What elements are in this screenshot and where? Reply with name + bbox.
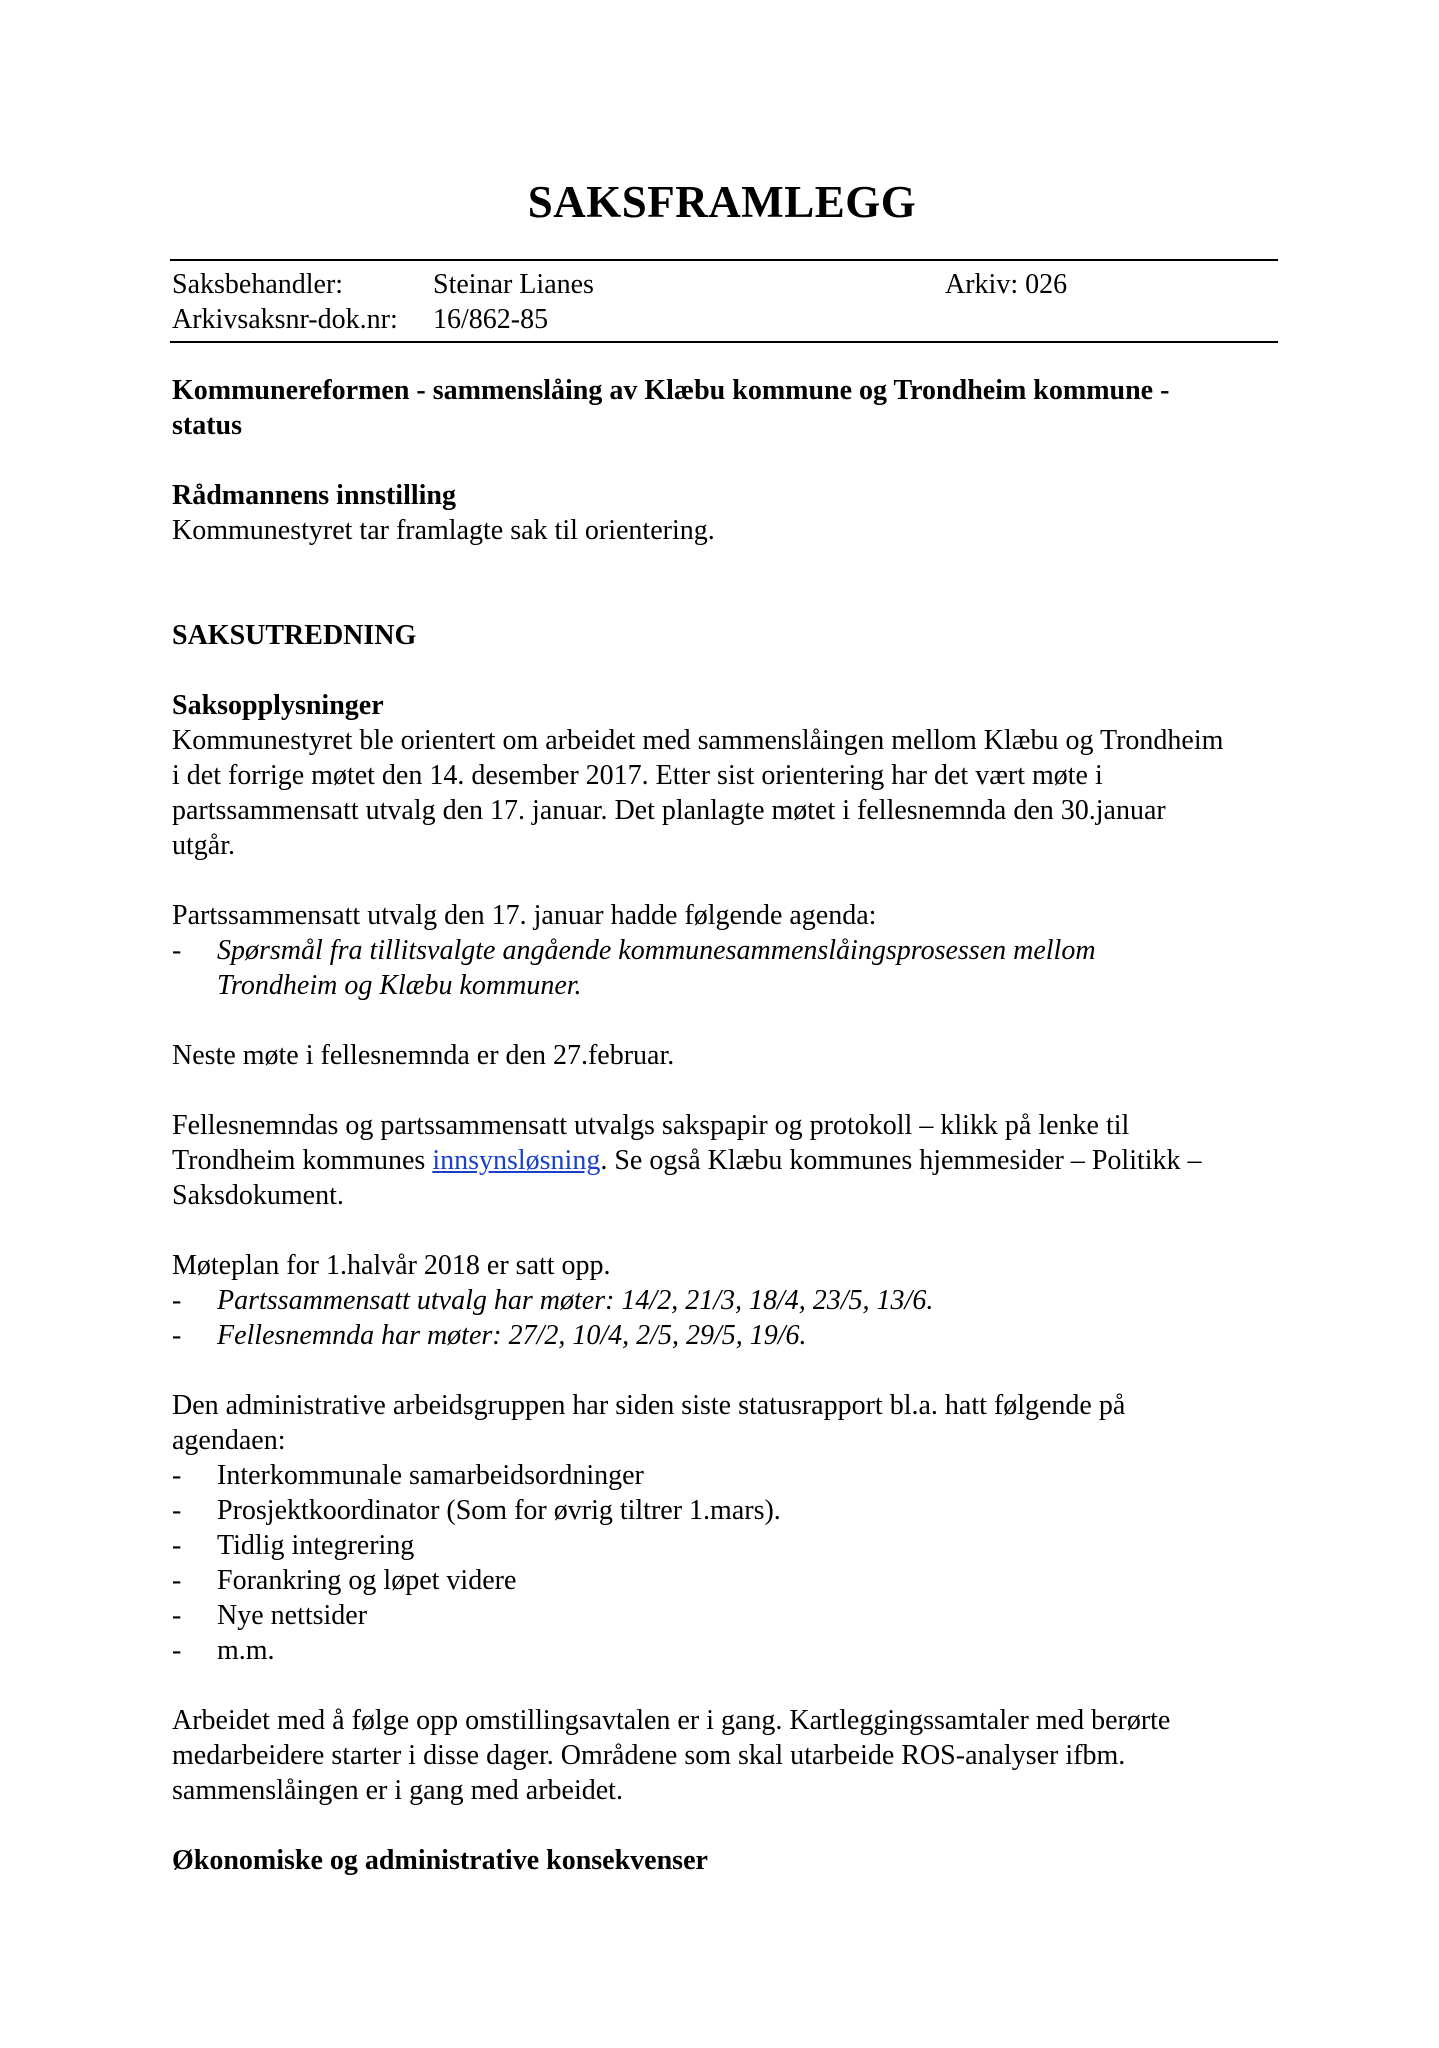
list-item xyxy=(172,1598,1272,1633)
list-item xyxy=(172,1633,1272,1668)
dash-bullet: - xyxy=(172,935,182,966)
list-item xyxy=(172,933,1272,1003)
omstilling-line: medarbeidere starter i disse dager. Områdene som skal utarbeide ROS-analyser ifbm. xyxy=(172,1740,1126,1771)
saksopplysninger-line: i det forrige møtet den 14. desember 2017. Etter sist orientering har det vært møte i xyxy=(172,760,1103,791)
documents-line-2 xyxy=(172,1143,1272,1178)
list-item xyxy=(172,1563,1272,1598)
radmann-text: Kommunestyret tar framlagte sak til orientering. xyxy=(172,515,715,546)
list-item xyxy=(172,1458,1272,1493)
list-item xyxy=(172,1528,1272,1563)
agenda-item-line-2: Trondheim og Klæbu kommuner. xyxy=(217,970,582,1001)
arkivsaksnr-value: 16/862-85 xyxy=(433,304,549,335)
agenda-intro: Partssammensatt utvalg den 17. januar hadde følgende agenda: xyxy=(172,900,877,931)
saksbehandler-value: Steinar Lianes xyxy=(433,269,594,300)
dash-bullet: - xyxy=(172,1495,182,1526)
saksbehandler-label: Saksbehandler: xyxy=(172,269,344,300)
list-item xyxy=(172,1318,1272,1353)
dash-bullet: - xyxy=(172,1285,182,1316)
agenda-item-line-1: Spørsmål fra tillitsvalgte angående kommunesammenslåingsprosessen mellom xyxy=(217,935,1096,966)
dash-bullet: - xyxy=(172,1320,182,1351)
arbeidsgruppe-line-1: Den administrative arbeidsgruppen har siden siste statusrapport bl.a. hatt følgende på xyxy=(172,1390,1126,1421)
arbeidsgruppe-line-2: agendaen: xyxy=(172,1425,286,1456)
saksutredning-heading: SAKSUTREDNING xyxy=(172,620,417,651)
dash-bullet: - xyxy=(172,1460,182,1491)
documents-line-3: Saksdokument. xyxy=(172,1180,344,1211)
document-body xyxy=(172,373,1272,1878)
moteplan-item: Fellesnemnda har møter: 27/2, 10/4, 2/5, 29/5, 19/6. xyxy=(217,1320,807,1351)
arbeidsgruppe-item: Tidlig integrering xyxy=(217,1530,415,1561)
page-title: SAKSFRAMLEGG xyxy=(527,177,917,227)
list-item xyxy=(172,1493,1272,1528)
documents-line-2-end: . Se også Klæbu kommunes hjemmesider – Politikk – xyxy=(600,1145,1202,1176)
agenda-list xyxy=(172,933,1272,1003)
subject-line-1: Kommunereformen - sammenslåing av Klæbu kommune og Trondheim kommune - xyxy=(172,375,1170,406)
moteplan-list xyxy=(172,1283,1272,1353)
dash-bullet: - xyxy=(172,1600,182,1631)
omstilling-line: sammenslåingen er i gang med arbeidet. xyxy=(172,1775,623,1806)
meta-row-arkivsaksnr xyxy=(172,302,1278,337)
radmann-heading: Rådmannens innstilling xyxy=(172,480,456,511)
saksopplysninger-line: partssammensatt utvalg den 17. januar. Det planlagte møtet i fellesnemnda den 30.januar xyxy=(172,795,1166,826)
saksopplysninger-line: utgår. xyxy=(172,830,235,861)
arkivsaksnr-label: Arkivsaksnr-dok.nr: xyxy=(172,304,398,335)
arbeidsgruppe-item: Forankring og løpet videre xyxy=(217,1565,517,1596)
case-metadata xyxy=(170,259,1278,343)
arbeidsgruppe-item: Nye nettsider xyxy=(217,1600,368,1631)
documents-line-1: Fellesnemndas og partssammensatt utvalgs sakspapir og protokoll – klikk på lenke til xyxy=(172,1110,1130,1141)
innsyn-link[interactable]: innsynsløsning xyxy=(432,1145,601,1176)
dash-bullet: - xyxy=(172,1635,182,1666)
omstilling-line: Arbeidet med å følge opp omstillingsavtalen er i gang. Kartleggingssamtaler med berørte xyxy=(172,1705,1171,1736)
meta-row-saksbehandler xyxy=(172,267,1278,302)
arkiv-value: Arkiv: 026 xyxy=(945,269,1068,300)
arbeidsgruppe-list xyxy=(172,1458,1272,1668)
moteplan-intro: Møteplan for 1.halvår 2018 er satt opp. xyxy=(172,1250,611,1281)
arbeidsgruppe-item: m.m. xyxy=(217,1635,275,1666)
saksopplysninger-heading: Saksopplysninger xyxy=(172,690,384,721)
dash-bullet: - xyxy=(172,1530,182,1561)
saksopplysninger-line: Kommunestyret ble orientert om arbeidet med sammenslåingen mellom Klæbu og Trondheim xyxy=(172,725,1224,756)
okonomi-heading: Økonomiske og administrative konsekvenser xyxy=(172,1845,708,1876)
next-meeting-text: Neste møte i fellesnemnda er den 27.februar. xyxy=(172,1040,675,1071)
moteplan-item: Partssammensatt utvalg har møter: 14/2, 21/3, 18/4, 23/5, 13/6. xyxy=(217,1285,934,1316)
documents-line-2-start: Trondheim kommunes xyxy=(172,1145,433,1176)
arbeidsgruppe-item: Prosjektkoordinator (Som for øvrig tiltrer 1.mars). xyxy=(217,1495,781,1526)
list-item xyxy=(172,1283,1272,1318)
arbeidsgruppe-item: Interkommunale samarbeidsordninger xyxy=(217,1460,644,1491)
subject-line-2: status xyxy=(172,410,243,441)
dash-bullet: - xyxy=(172,1565,182,1596)
